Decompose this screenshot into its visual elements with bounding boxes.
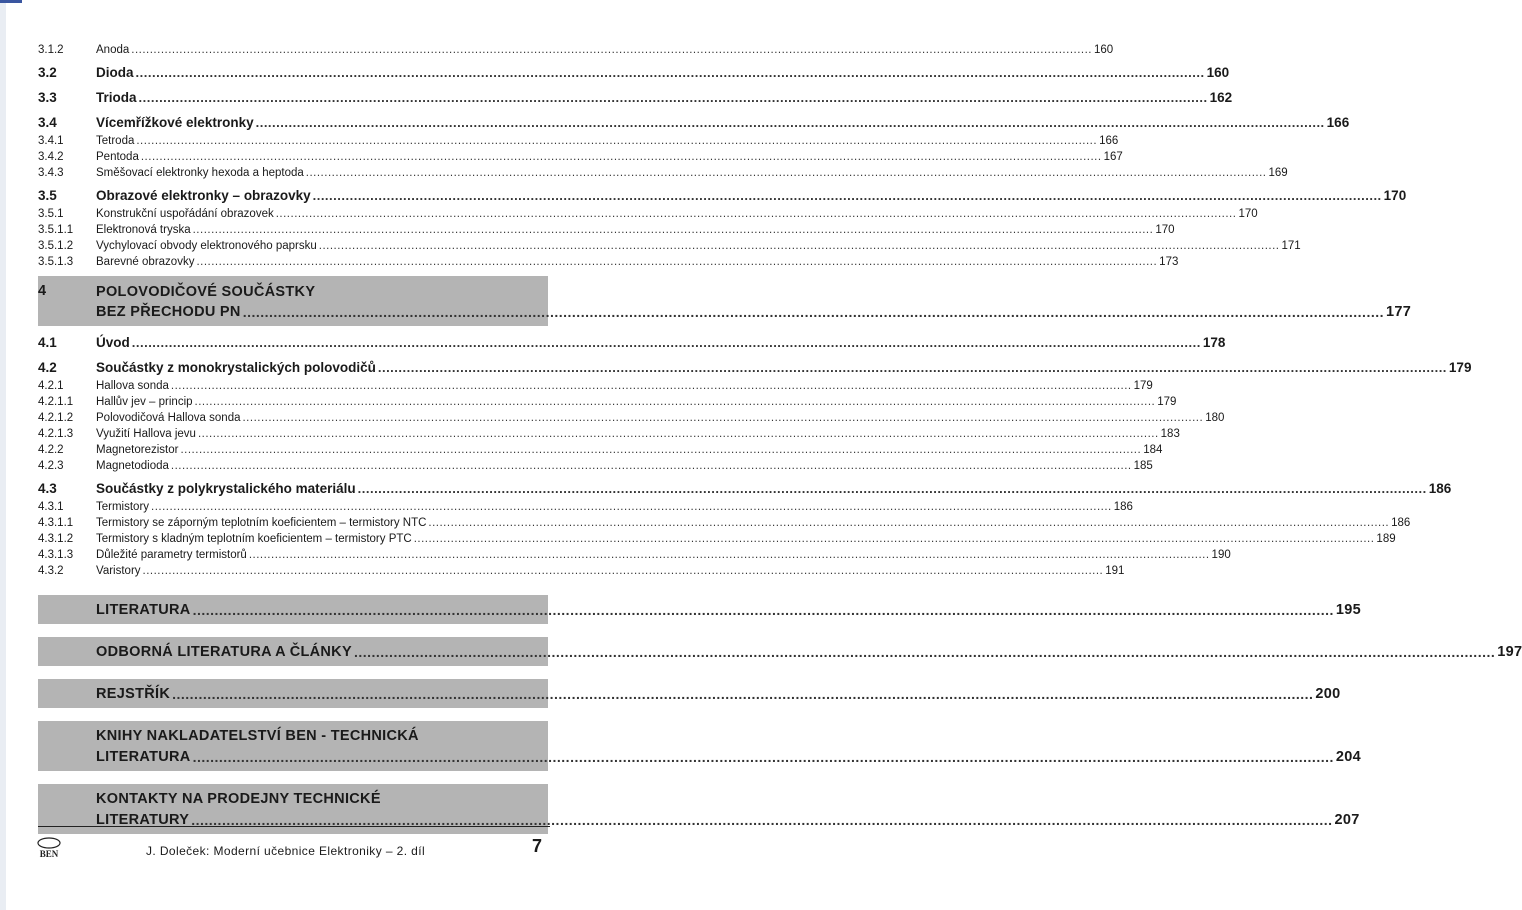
leader-dots	[378, 360, 1447, 375]
entry-number: 3.4	[38, 115, 57, 130]
entry-page: 173	[1159, 256, 1179, 268]
entry-number: 4.3.1.2	[38, 533, 74, 545]
leader-dots	[358, 481, 1427, 496]
leader-dots	[191, 810, 1332, 831]
band-title-line2: LITERATURY	[96, 812, 190, 828]
toc-section-entry[interactable]	[38, 85, 1233, 110]
band-page: 204	[1335, 749, 1361, 765]
entry-number: 3.2	[38, 65, 57, 80]
leader-dots	[180, 444, 1141, 456]
leader-dots	[313, 188, 1382, 203]
toc-entry[interactable]	[38, 224, 1175, 240]
band-title-line1: KONTAKTY NA PRODEJNY TECHNICKÉ	[96, 791, 381, 807]
toc-entry[interactable]	[38, 444, 1163, 460]
toc-entry[interactable]	[38, 380, 1153, 396]
leader-dots	[428, 517, 1389, 529]
entry-title: Termistory s kladným teplotním koeficientem – termistory PTC	[96, 533, 412, 545]
corner-mark	[0, 0, 22, 3]
entry-page: 170	[1383, 188, 1407, 203]
entry-number: 3.5.1.2	[38, 240, 74, 252]
leader-dots	[198, 428, 1159, 440]
entry-title: Pentoda	[96, 151, 139, 163]
entry-page: 171	[1281, 240, 1301, 252]
entry-title: Barevné obrazovky	[96, 256, 195, 268]
leader-dots	[141, 151, 1102, 163]
entry-number: 3.5.1.1	[38, 224, 74, 236]
toc-entry[interactable]	[38, 208, 1258, 224]
chapter-title-line1: POLOVODIČOVÉ SOUČÁSTKY	[96, 284, 316, 300]
entry-title: Magnetorezistor	[96, 444, 179, 456]
entry-title: Tetroda	[96, 135, 135, 147]
entry-page: 167	[1103, 151, 1123, 163]
chapter-title-line2: BEZ PŘECHODU PN	[96, 304, 241, 320]
entry-page: 186	[1113, 501, 1133, 513]
entry-page: 186	[1391, 517, 1411, 529]
leader-dots	[256, 115, 1325, 130]
toc-entry[interactable]	[38, 135, 1119, 151]
entry-page: 166	[1326, 115, 1350, 130]
entry-title: Hallova sonda	[96, 380, 169, 392]
entry-title: Elektronová tryska	[96, 224, 191, 236]
band-title: LITERATURA	[96, 602, 191, 618]
entry-number: 4.3	[38, 481, 57, 496]
entry-page: 191	[1105, 565, 1125, 577]
leader-dots	[136, 65, 1205, 80]
toc-entry[interactable]	[38, 240, 1301, 256]
band-odborna-literatura[interactable]	[38, 637, 1522, 666]
entry-title: Trioda	[96, 90, 137, 105]
leader-dots	[172, 684, 1313, 705]
entry-number: 4.2.3	[38, 460, 64, 472]
toc-entry[interactable]	[38, 565, 1125, 581]
entry-number: 4.3.1.1	[38, 517, 74, 529]
entry-title: Využití Hallova jevu	[96, 428, 196, 440]
entry-number: 4.3.2	[38, 565, 64, 577]
toc-entry[interactable]	[38, 412, 1225, 428]
toc-entry[interactable]	[38, 517, 1411, 533]
entry-number: 4.3.1.3	[38, 549, 74, 561]
page-number: 7	[532, 836, 543, 856]
chapter-number: 4	[38, 283, 47, 299]
entry-title: Termistory se záporným teplotním koeficientem – termistory NTC	[96, 517, 427, 529]
entry-title: Součástky z polykrystalického materiálu	[96, 481, 356, 496]
band-literatura[interactable]	[38, 595, 1361, 624]
footer-rule	[38, 826, 550, 827]
leader-dots	[171, 460, 1132, 472]
band-page: 200	[1315, 686, 1341, 702]
toc-entry[interactable]	[38, 44, 1114, 60]
entry-title: Vícemřížkové elektronky	[96, 115, 254, 130]
entry-page: 189	[1376, 533, 1396, 545]
entry-number: 4.2.1.1	[38, 396, 74, 408]
entry-title: Magnetodioda	[96, 460, 169, 472]
band-title: REJSTŘÍK	[96, 686, 171, 702]
entry-page: 162	[1209, 90, 1233, 105]
entry-number: 4.2.2	[38, 444, 64, 456]
entry-number: 4.2	[38, 360, 57, 375]
leader-dots	[171, 380, 1132, 392]
entry-title: Úvod	[96, 335, 130, 350]
leader-dots	[132, 335, 1201, 350]
entry-number: 3.3	[38, 90, 57, 105]
footer-text: J. Doleček: Moderní učebnice Elektroniky – 2. díl	[146, 844, 426, 858]
entry-title: Důležité parametry termistorů	[96, 549, 247, 561]
toc-entry[interactable]	[38, 460, 1153, 476]
chapter-page: 177	[1386, 304, 1412, 320]
toc-entry[interactable]	[38, 533, 1396, 549]
leader-dots	[193, 600, 1334, 621]
entry-number: 4.3.1	[38, 501, 64, 513]
leader-dots	[354, 642, 1495, 663]
entry-title: Konstrukční uspořádání obrazovek	[96, 208, 274, 220]
entry-title: Polovodičová Hallova sonda	[96, 412, 241, 424]
entry-title: Dioda	[96, 65, 134, 80]
leader-dots	[249, 549, 1210, 561]
entry-page: 170	[1238, 208, 1258, 220]
entry-page: 160	[1206, 65, 1230, 80]
logo-text: BEN	[39, 849, 59, 859]
toc-section-entry[interactable]	[38, 355, 1472, 380]
entry-title: Obrazové elektronky – obrazovky	[96, 188, 311, 203]
entry-page: 179	[1157, 396, 1177, 408]
leader-dots	[151, 501, 1112, 513]
entry-page: 183	[1160, 428, 1180, 440]
leader-dots	[306, 167, 1267, 179]
leader-dots	[131, 44, 1092, 56]
toc-entry[interactable]	[38, 256, 1179, 272]
entry-page: 179	[1448, 360, 1472, 375]
band-page: 197	[1497, 644, 1522, 660]
toc-section-entry[interactable]	[38, 60, 1230, 85]
entry-number: 4.2.1.2	[38, 412, 74, 424]
toc-entry[interactable]	[38, 428, 1180, 444]
entry-title: Termistory	[96, 501, 150, 513]
toc-entry[interactable]	[38, 151, 1123, 167]
band-page: 207	[1334, 812, 1360, 828]
leader-dots	[195, 396, 1156, 408]
entry-title: Směšovací elektronky hexoda a heptoda	[96, 167, 304, 179]
entry-page: 185	[1133, 460, 1153, 472]
leader-dots	[139, 90, 1208, 105]
entry-number: 3.4.3	[38, 167, 64, 179]
band-knihy[interactable]	[38, 721, 1361, 771]
toc-entry[interactable]	[38, 396, 1177, 412]
entry-number: 4.1	[38, 335, 57, 350]
entry-page: 179	[1133, 380, 1153, 392]
leader-dots	[196, 256, 1157, 268]
entry-page: 166	[1099, 135, 1119, 147]
band-title-line2: LITERATURA	[96, 749, 191, 765]
band-title: ODBORNÁ LITERATURA A ČLÁNKY	[96, 644, 352, 660]
entry-title: Hallův jev – princip	[96, 396, 193, 408]
entry-page: 190	[1211, 549, 1231, 561]
band-title-line1: KNIHY NAKLADATELSTVÍ BEN - TECHNICKÁ	[96, 728, 419, 744]
entry-number: 3.5.1.3	[38, 256, 74, 268]
leader-dots	[193, 224, 1154, 236]
band-rejstrik[interactable]	[38, 679, 1341, 708]
leader-dots	[414, 533, 1375, 545]
entry-number: 4.2.1	[38, 380, 64, 392]
leader-dots	[242, 412, 1203, 424]
entry-page: 186	[1428, 481, 1452, 496]
toc-section-entry[interactable]	[38, 110, 1350, 135]
entry-title: Vychylovací obvody elektronového paprsku	[96, 240, 317, 252]
leader-dots	[319, 240, 1280, 252]
toc-entry[interactable]	[38, 549, 1231, 565]
entry-number: 3.5	[38, 188, 57, 203]
leader-dots	[143, 565, 1104, 577]
entry-title: Anoda	[96, 44, 130, 56]
toc-section-4	[38, 330, 1472, 581]
toc-section-entry[interactable]	[38, 476, 1452, 501]
entry-number: 3.4.2	[38, 151, 64, 163]
toc-entry[interactable]	[38, 167, 1288, 183]
entry-page: 184	[1143, 444, 1163, 456]
entry-page: 160	[1093, 44, 1114, 56]
chapter-4-heading[interactable]	[38, 276, 1412, 326]
toc-section-3	[38, 44, 1407, 272]
entry-page: 169	[1268, 167, 1288, 179]
leader-dots	[276, 208, 1237, 220]
entry-number: 4.2.1.3	[38, 428, 74, 440]
entry-page: 180	[1205, 412, 1225, 424]
entry-number: 3.4.1	[38, 135, 64, 147]
toc-entry[interactable]	[38, 501, 1133, 517]
entry-title: Součástky z monokrystalických polovodičů	[96, 360, 376, 375]
toc-section-entry[interactable]	[38, 183, 1407, 208]
leader-dots	[193, 747, 1334, 768]
leader-dots	[243, 302, 1384, 322]
entry-page: 178	[1202, 335, 1226, 350]
entry-number: 3.1.2	[38, 44, 64, 56]
leader-dots	[136, 135, 1097, 147]
table-of-contents	[38, 44, 1522, 834]
entry-page: 170	[1155, 224, 1175, 236]
toc-section-entry[interactable]	[38, 330, 1226, 355]
entry-number: 3.5.1	[38, 208, 64, 220]
ben-logo	[36, 836, 62, 860]
entry-title: Varistory	[96, 565, 141, 577]
band-page: 195	[1335, 602, 1361, 618]
